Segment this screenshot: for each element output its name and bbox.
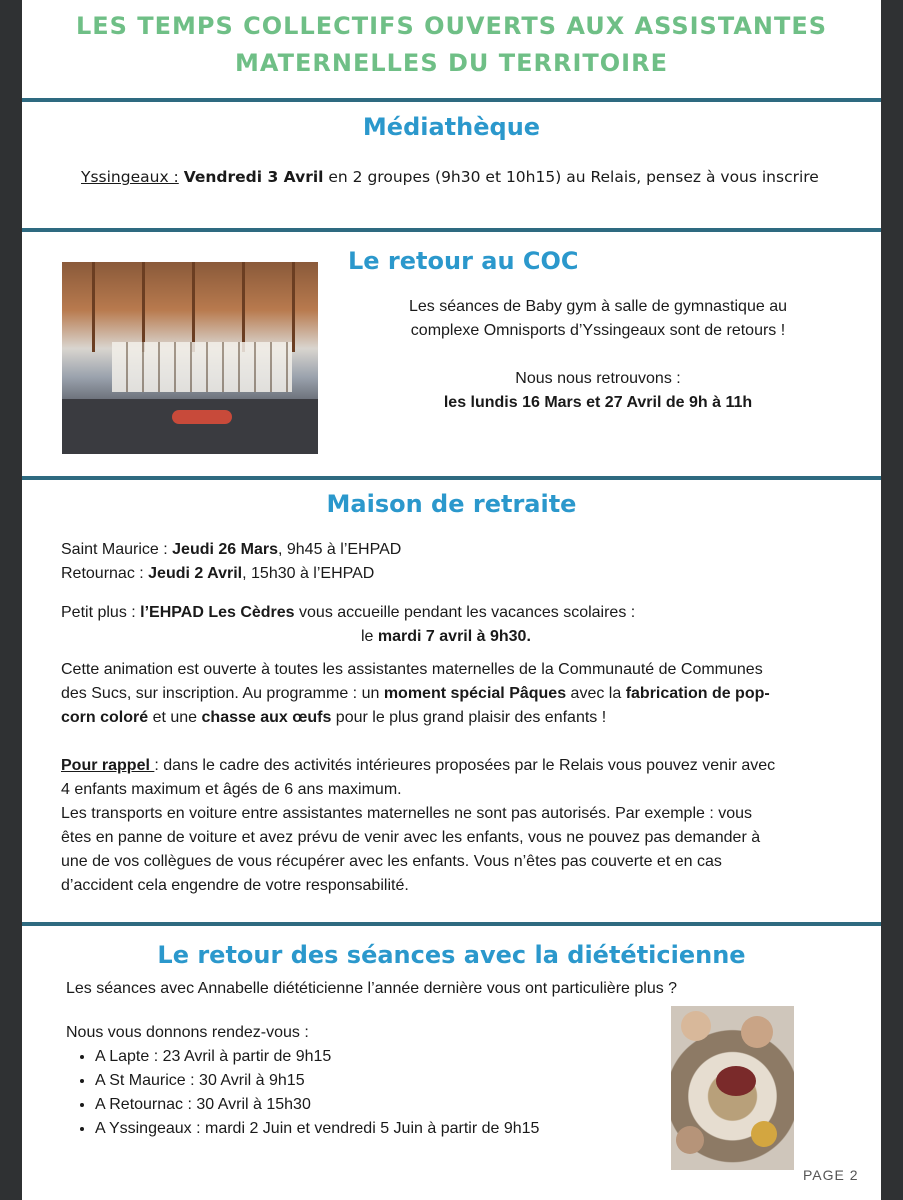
list-item: • A Yssingeaux : mardi 2 Juin et vendredi 5 Juin à partir de 9h15	[95, 1117, 539, 1141]
rappel-line1: Pour rappel : dans le cadre des activités intérieures proposées par le Relais vous pouvez venir avec	[61, 757, 776, 774]
divider	[22, 922, 881, 926]
divider	[22, 98, 881, 102]
rappel-line6: d’accident cela engendre de votre responsabilité.	[61, 877, 409, 894]
coc-text-1: Les séances de Baby gym à salle de gymnastique au	[408, 298, 787, 315]
retraite-saint-maurice: Saint Maurice : Jeudi 26 Mars, 9h45 à l’EHPAD	[61, 541, 402, 558]
retraite-paragraph-line1: Cette animation est ouverte à toutes les assistantes maternelles de la Communauté de Communes	[61, 661, 763, 678]
rappel-line2: 4 enfants maximum et âgés de 6 ans maximum.	[61, 781, 402, 798]
mediatheque-info	[81, 165, 819, 189]
retraite-paragraph-line3: corn coloré et une chasse aux œufs pour le plus grand plaisir des enfants !	[61, 709, 607, 726]
rappel-line3: Les transports en voiture entre assistantes maternelles ne sont pas autorisés. Par exemple : vous	[61, 805, 753, 822]
coc-text-2: complexe Omnisports d’Yssingeaux sont de retours !	[410, 322, 786, 339]
page-title-line1: LES TEMPS COLLECTIFS OUVERTS AUX ASSISTANTES	[75, 12, 828, 40]
retraite-petit-plus-date: le mardi 7 avril à 9h30.	[361, 628, 531, 645]
dieteticienne-photo	[671, 1006, 794, 1170]
rappel-line5: une de vos collègues de vous récupérer avec les enfants. Vous n’êtes pas couverte et en cas	[61, 853, 722, 870]
rappel-label: Pour rappel	[61, 757, 155, 774]
dieteticienne-list	[61, 1045, 539, 1141]
mediatheque-title: Médiathèque	[362, 113, 541, 141]
page-title	[22, 8, 881, 82]
coc-text-3: Nous nous retrouvons :	[515, 370, 681, 387]
mediatheque-date: Vendredi 3 Avril	[183, 168, 324, 186]
coc-dates: les lundis 16 Mars et 27 Avril de 9h à 11h	[443, 394, 753, 411]
retraite-paragraph-line2: des Sucs, sur inscription. Au programme : un moment spécial Pâques avec la fabrication de pop-	[61, 685, 770, 702]
list-item: • A St Maurice : 30 Avril à 9h15	[95, 1069, 539, 1093]
coc-title: Le retour au COC	[348, 247, 579, 275]
rappel-line4: êtes en panne de voiture et avez prévu de venir avec les enfants, vous ne pouvez pas demander à	[61, 829, 761, 846]
retraite-petit-plus: Petit plus : l’EHPAD Les Cèdres vous accueille pendant les vacances scolaires :	[61, 604, 636, 621]
dieteticienne-intro: Les séances avec Annabelle diététicienne l’année dernière vous ont particulière plus ?	[66, 980, 678, 997]
mediatheque-place: Yssingeaux :	[81, 168, 179, 186]
retraite-retournac: Retournac : Jeudi 2 Avril, 15h30 à l’EHPAD	[61, 565, 375, 582]
page-number: PAGE 2	[803, 1167, 859, 1183]
gym-photo	[62, 262, 318, 454]
page-title-line2: MATERNELLES DU TERRITOIRE	[235, 49, 668, 77]
mediatheque-details: en 2 groupes (9h30 et 10h15) au Relais, pensez à vous inscrire	[323, 168, 819, 186]
divider	[22, 476, 881, 480]
retraite-title: Maison de retraite	[326, 490, 577, 518]
list-item: • A Retournac : 30 Avril à 15h30	[95, 1093, 539, 1117]
divider	[22, 228, 881, 232]
dieteticienne-title: Le retour des séances avec la diététicienne	[157, 941, 746, 969]
newsletter-page	[22, 0, 881, 1200]
dieteticienne-rdv: Nous vous donnons rendez-vous :	[66, 1024, 309, 1041]
list-item: • A Lapte : 23 Avril à partir de 9h15	[95, 1045, 539, 1069]
